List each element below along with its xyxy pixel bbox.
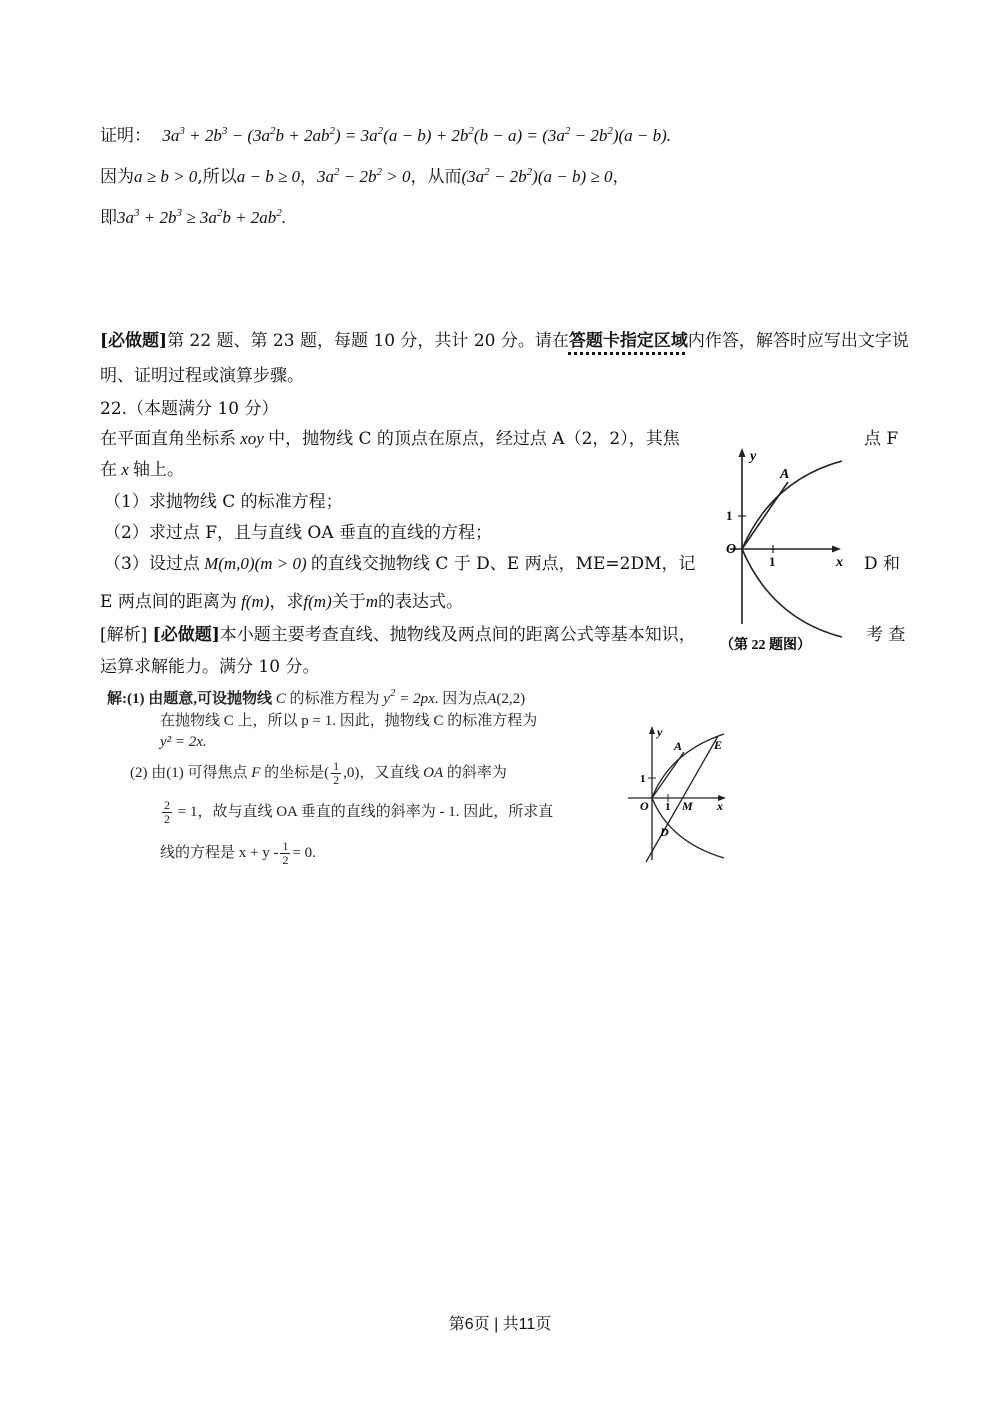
proof-ineq-3: $(3a^2 - 2b^2)(a - b) \ge 0$ [461,166,613,186]
analysis-right [866,623,905,647]
solution-line-6 [160,840,316,867]
analysis-text-3: 运算求解能力。满分 10 分。 [100,657,320,677]
analysis-text-1: 本小题主要考查直线、抛物线及两点间的距离公式等基本知识， [219,625,696,645]
analysis-line-2 [100,655,319,679]
analysis-tag-2: [必做题] [152,625,220,645]
page-footer: 第6页 | 共11页 [448,1316,552,1333]
solution-text-2: 在抛物线 C 上，所以 p = 1. 因此，抛物线 C 的标准方程为 [160,713,538,729]
proof-reason-prefix: 因为 [100,167,134,187]
fig2-label-e: E [714,738,723,752]
solution-text-4a: (2) 由(1) 可得焦点 [130,764,248,781]
fig2-label-tick-y: 1 [640,773,646,785]
fig1-label-a: A [780,467,790,482]
fig1-label-tick-y: 1 [726,508,733,523]
problem-heading-text: 22.（本题满分 10 分） [100,399,279,419]
solution-text-1c: . 因为点 [434,691,488,707]
question-3-text-c: D 和 [864,554,901,574]
solution-frac-half-2: $\frac{1}{2}$ [282,839,289,867]
stem-x: x [117,460,134,479]
solution-text-1b: 的标准方程为 [289,691,380,707]
question-3-line-1 [104,552,696,576]
proof-ineq-1: a − b ≥ 0 [236,167,301,186]
fig1-label-y: y [750,449,757,464]
analysis-tag-1: [解析] [100,625,148,645]
section-emphasis: 答题卡指定区域 [568,331,688,351]
solution-text-4c: ,0)，又直线 [343,764,420,781]
problem-stem-line-1 [100,427,680,451]
question-3-text-e: ，求 [269,592,304,612]
figure-22-graph [712,444,862,659]
fig2-label-a: A [674,739,683,753]
fig1-label-x: x [836,555,843,570]
stem-text-a: 在平面直角坐标系 [100,429,236,449]
solution-line-1: 解:(1) 由题意,可设抛物线 C 的标准方程为 $y^2 = 2px$. 因为点A(2,2) [107,687,526,707]
question-3-point-m: M(m,0)(m > 0) [199,554,311,573]
fig2-label-x: x [717,799,723,813]
question-3-fm-2: f(m) [303,592,332,611]
solution-eq-standard: $y^2 = 2px$ [383,687,435,707]
stem-xoy: xoy [236,429,269,448]
solution-text-3: y² = 2x. [160,734,207,750]
fig2-label-tick-x: 1 [665,801,671,813]
proof-label: 证明： [100,126,151,146]
question-3-text-d: E 两点间的距离为 [100,592,237,612]
proof-line-2: 因为a ≥ b > 0,所以a − b ≥ 0，$3a^2 - 2b^2 > 0$，从而$(3a^2 - 2b^2)(a - b) \ge 0$， [100,166,630,187]
problem-heading [100,397,278,421]
solution-c-1: C [275,691,286,707]
fig2-label-origin: O [640,799,649,813]
question-3-fm-1: f(m) [236,592,270,611]
stem-text-b: 中，抛物线 C 的顶点在原点，经过点 A（2，2），其焦 [268,429,680,449]
fig2-label-m: M [682,799,693,813]
section-text-1: 第 22 题、第 23 题，每题 10 分，共计 20 分。请在 [167,331,569,351]
stem-text-e: 轴上。 [133,460,185,480]
question-3-text-b: 的直线交抛物线 C 于 D、E 两点，ME=2DM，记 [310,554,696,574]
question-3-right [864,552,900,576]
proof-equation: $3a^3 + 2b^3 - (3a^2b + 2ab^2) = 3a^2(a - b) + 2b^2(b - a) = (3a^2 - 2b^2)(a - b)$. [162,125,672,145]
question-2-text: （2）求过点 F，且与直线 OA 垂直的直线的方程； [104,523,493,543]
solution-figure-graph [622,722,732,865]
solution-text-1a: 解:(1) 由题意,可设抛物线 [107,691,272,707]
question-3-text-f: 关于 [331,592,366,612]
solution-line-5 [160,799,553,826]
question-3-text-g: 的表达式。 [378,592,464,612]
stem-text-c: 点 F [864,429,899,449]
solution-f: F [251,764,261,781]
problem-stem-line-2 [100,458,184,482]
proof-line-1 [100,124,671,148]
fig2-label-y: y [657,725,663,739]
fig1-label-tick-x: 1 [769,554,776,569]
solution-frac-half: $\frac{1}{2}$ [333,759,340,787]
question-3-text-a: （3）设过点 [104,554,200,574]
question-2 [104,521,492,545]
proof-conclusion: $3a^3 + 2b^3 \ge 3a^2b + 2ab^2$. [117,207,287,227]
proof-line-3 [100,206,286,230]
question-3-line-2 [100,590,463,614]
fig2-parabola [652,734,724,858]
proof-conclusion-prefix: 即 [100,208,117,228]
section-tag: [必做题] [100,331,168,351]
solution-oa: OA [423,764,444,781]
question-1-text: （1）求抛物线 C 的标准方程； [104,492,343,512]
solution-text-4d: 的斜率为 [446,764,507,781]
question-1 [104,490,343,514]
stem-text-d: 在 [100,460,117,480]
section-text-3: 明、证明过程或演算步骤。 [100,366,304,386]
fig2-y-arrow [649,726,655,734]
proof-condition: a ≥ b > 0 [134,167,198,186]
solution-text-6a: 线的方程是 x + y - [160,844,279,861]
fig2-chord-oa [652,752,684,798]
section-text-2: 内作答，解答时应写出文字说 [687,331,909,351]
solution-text-5: = 1，故与直线 OA 垂直的直线的斜率为 - 1. 因此，所求直 [177,803,554,820]
proof-hence-prefix: ，从而 [410,167,462,187]
fig1-label-origin: O [726,542,737,557]
solution-text-4b: 的坐标是( [264,764,330,781]
proof-ineq-2: $3a^2 - 2b^2 > 0$ [317,166,411,186]
question-3-m: m [365,592,379,611]
solution-text-6b: = 0. [292,844,316,861]
solution-line-2 [160,710,537,732]
analysis-line-1 [100,623,696,647]
analysis-text-2: 考 查 [866,625,906,645]
solution-line-4 [130,760,507,787]
solution-frac-slope: $\frac{2}{2}$ [164,798,170,826]
solution-line-3 [160,731,207,753]
section-line-1 [100,329,909,353]
solution-point-a: A [487,691,497,707]
proof-so-prefix: 所以 [202,167,237,187]
fig1-caption: （第 22 题图） [720,638,811,653]
section-line-2 [100,364,304,388]
problem-stem-right [864,427,898,451]
fig2-label-d: D [660,825,669,839]
